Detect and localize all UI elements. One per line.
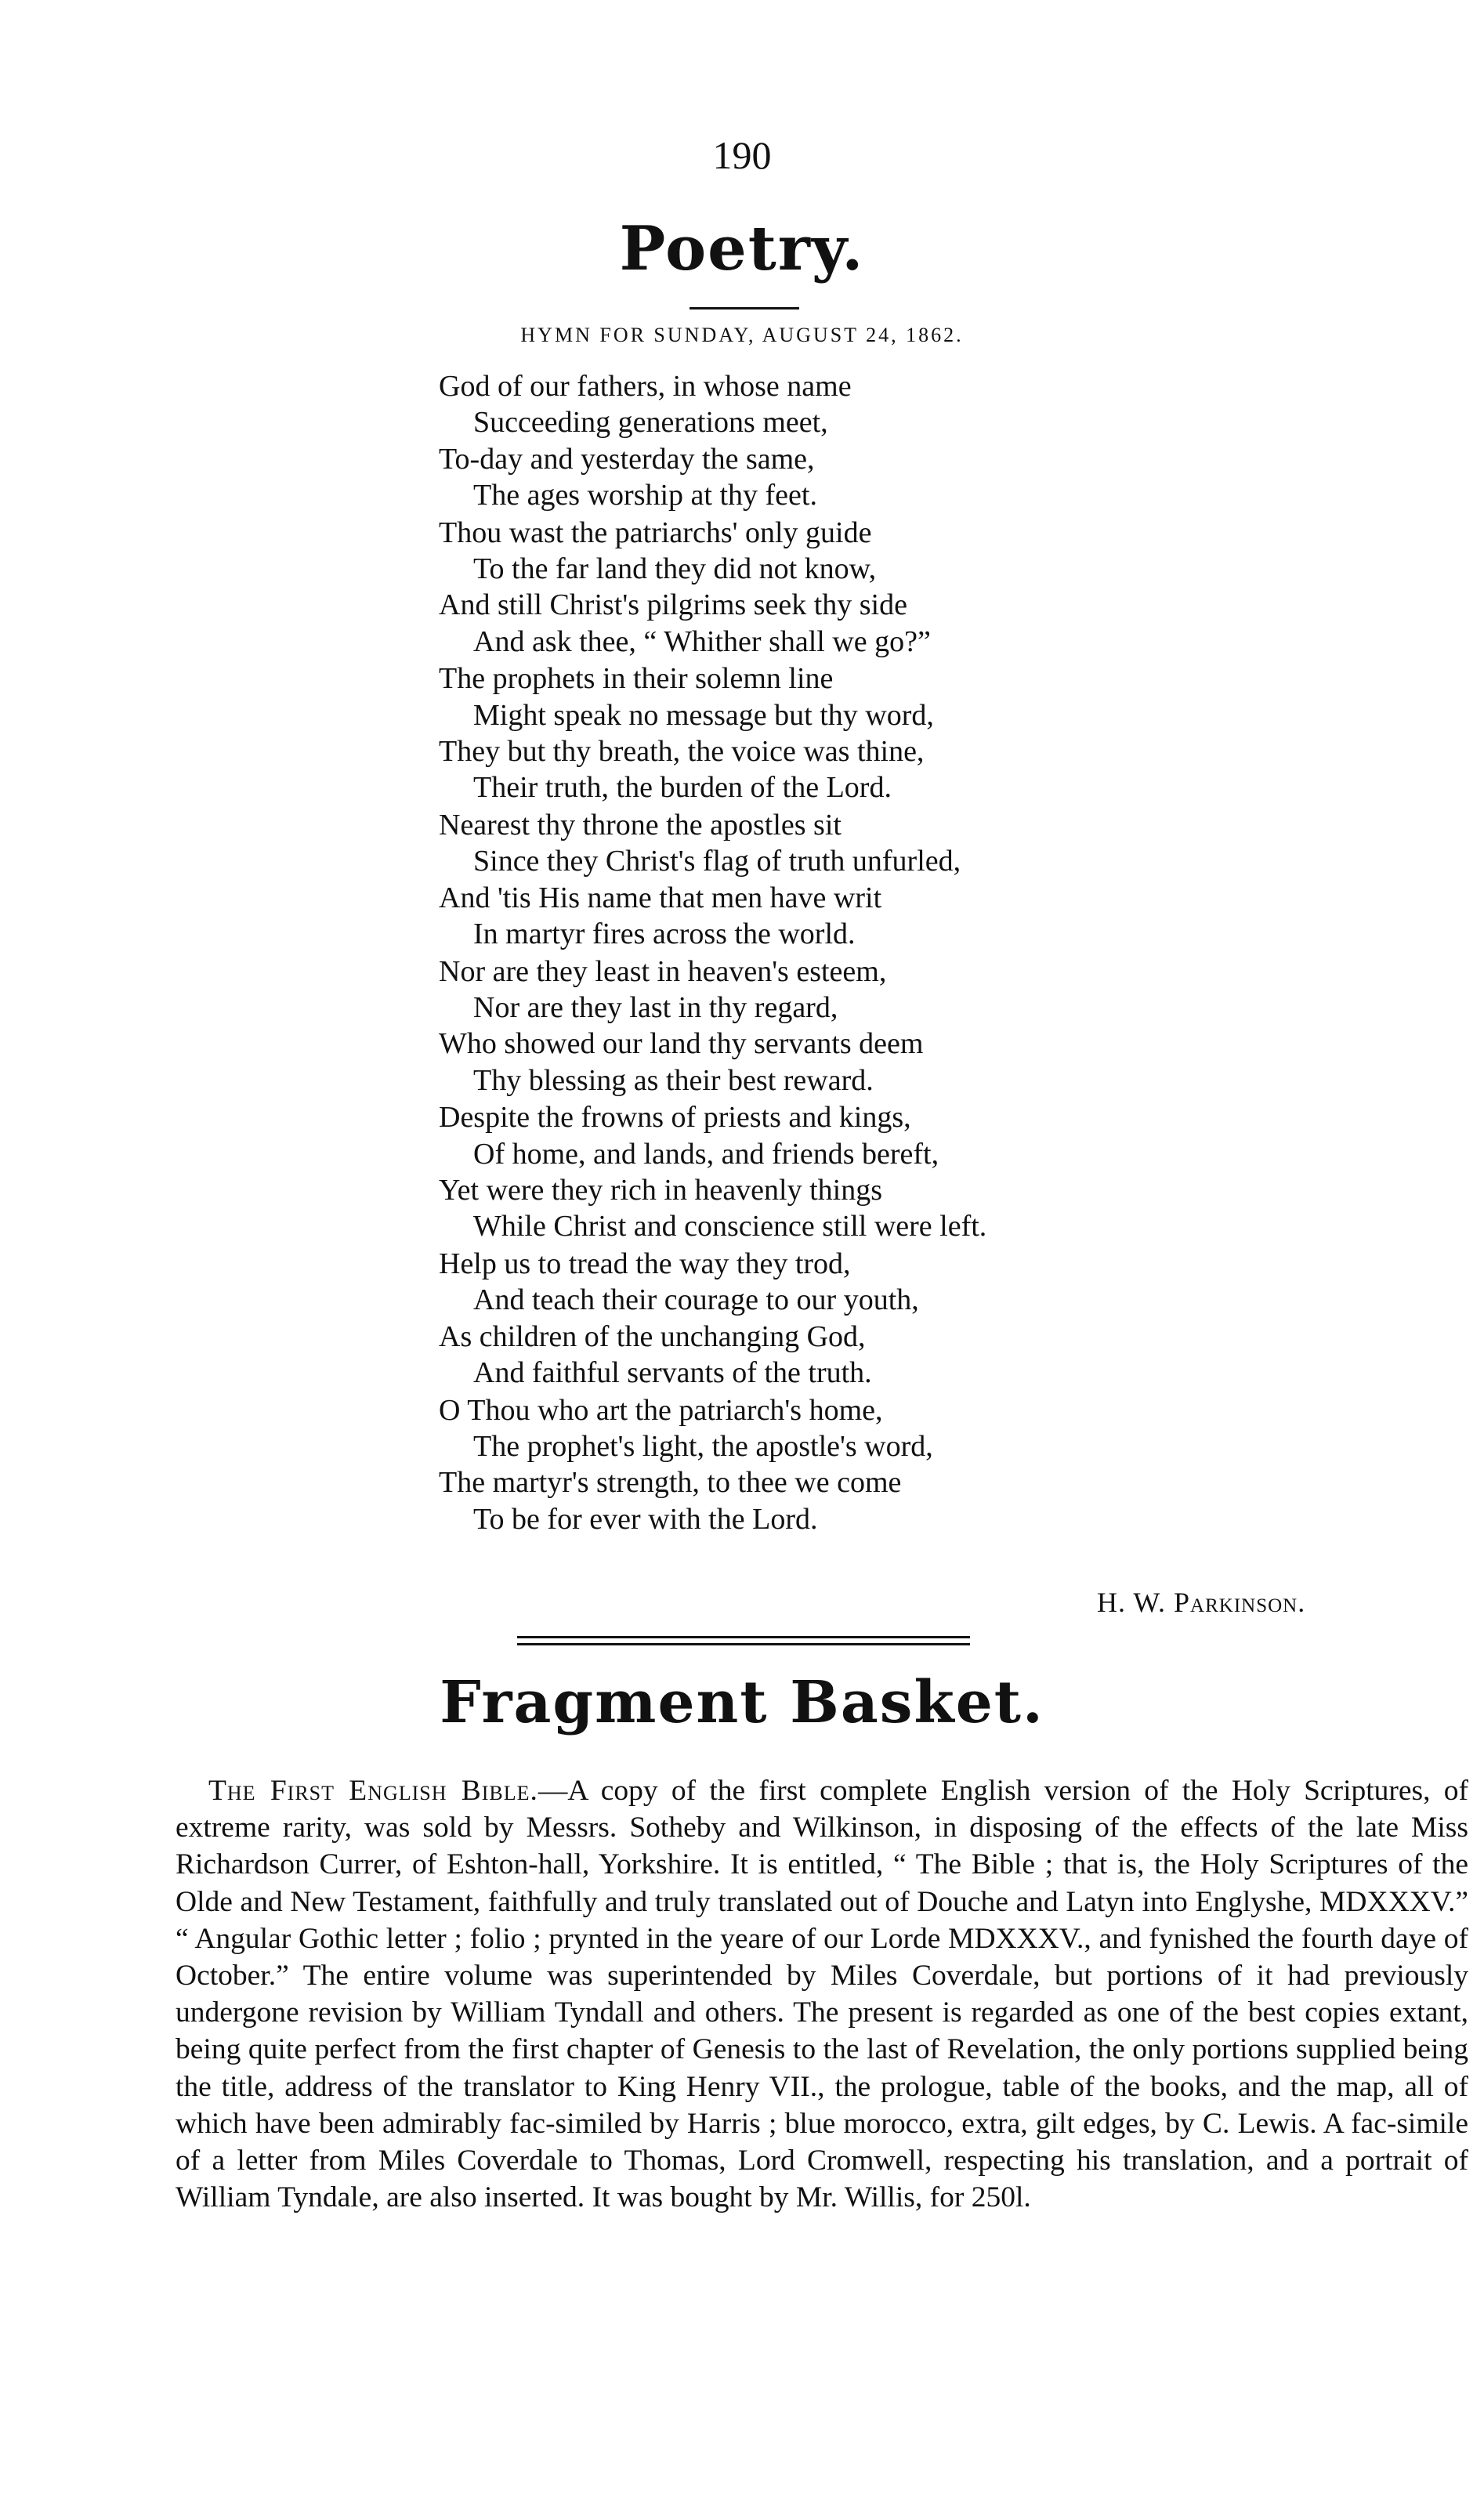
poem-line: The prophets in their solemn line xyxy=(439,662,834,696)
poem-line: Nor are they last in thy regard, xyxy=(473,991,838,1025)
fragment-article xyxy=(176,1772,1468,2216)
poem-line: Nearest thy throne the apostles sit xyxy=(439,809,842,842)
stanza-7 xyxy=(439,1246,1222,1391)
poem-line: And still Christ's pilgrims seek thy side xyxy=(439,588,907,622)
poem-line: And 'tis His name that men have writ xyxy=(439,881,882,914)
poem-line: Of home, and lands, and friends bereft, xyxy=(473,1137,939,1171)
poem-line: And faithful servants of the truth. xyxy=(473,1356,872,1390)
poem-line: Thy blessing as their best reward. xyxy=(473,1063,874,1097)
poem-line: In martyr fires across the world. xyxy=(473,917,856,950)
stanza-4 xyxy=(439,807,1222,952)
poem-line: While Christ and conscience still were left. xyxy=(473,1210,987,1243)
poem-title: HYMN FOR SUNDAY, AUGUST 24, 1862. xyxy=(520,324,964,346)
poem-line: O Thou who art the patriarch's home, xyxy=(439,1393,883,1427)
stanza-8 xyxy=(439,1392,1222,1537)
poem-line: Who showed our land thy servants deem xyxy=(439,1027,924,1061)
poem-line: And teach their courage to our youth, xyxy=(473,1283,919,1317)
poem-line: The martyr's strength, to thee we come xyxy=(439,1466,902,1500)
fragment-basket-heading: Fragment Basket. xyxy=(440,1669,1044,1736)
article-body: —A copy of the first complete English version of the Holy Scriptures, of extreme rarity, was sold by Messrs. Sotheby and Wilkinson, in disposing of the effects of the late Miss Richardson Currer, of Eshton-hall, Yorkshire. It is entitled, “ The Bible ; that is, the Holy Scriptures of the Olde and New Testament, faithfully and truly translated out of Douche and Latyn into Englyshe, MDXXXV.” “ Angular Gothic letter ; folio ; prynted in the yeare of our Lorde MDXXXV., and fynished the fourth daye of October.” The entire volume was superintended by Miles Coverdale, but portions of it had previously undergone revision by William Tyndall and others. The present is regarded as one of the best copies extant, being quite perfect from the first chapter of Genesis to the last of Revelation, the only portions supplied being the title, address of the translator to King Henry VII., the prologue, table of the books, and the map, all of which have been admirably fac-similed by Harris ; blue morocco, extra, gilt edges, by C. Lewis. A fac-simile of a letter from Miles Coverdale to Thomas, Lord Cromwell, respecting his translation, and a portrait of William Tyndale, are also inserted. It was bought by Mr. Willis, for 250l. xyxy=(176,1775,1468,2214)
poetry-heading: Poetry. xyxy=(619,213,865,284)
title-rule xyxy=(690,307,799,309)
stanza-5 xyxy=(439,954,1222,1099)
poem-line: Succeeding generations meet, xyxy=(473,406,828,440)
poem-line: Thou wast the patriarchs' only guide xyxy=(439,516,872,549)
article-lead: The First English Bible. xyxy=(208,1775,538,1807)
poem-line: God of our fathers, in whose name xyxy=(439,370,852,403)
poem-line: Since they Christ's flag of truth unfurled, xyxy=(473,845,961,878)
poem-line: Nor are they least in heaven's esteem, xyxy=(439,954,887,988)
poem-line: The ages worship at thy feet. xyxy=(473,478,817,512)
hymn-poem xyxy=(439,368,1222,1539)
poem-line: To the far land they did not know, xyxy=(473,552,877,585)
poem-line: Despite the frowns of priests and kings, xyxy=(439,1101,911,1135)
poem-line: And ask thee, “ Whither shall we go?” xyxy=(473,624,931,658)
section-divider xyxy=(517,1636,970,1645)
page-number: 190 xyxy=(712,133,772,177)
poem-line: Their truth, the burden of the Lord. xyxy=(473,771,892,805)
poem-line: To-day and yesterday the same, xyxy=(439,442,815,476)
poem-line: Help us to tread the way they trod, xyxy=(439,1247,851,1281)
poem-line: Yet were they rich in heavenly things xyxy=(439,1174,883,1207)
poem-line: They but thy breath, the voice was thine, xyxy=(439,734,925,768)
stanza-2 xyxy=(439,515,1222,660)
stanza-3 xyxy=(439,661,1222,805)
stanza-1 xyxy=(439,368,1222,513)
poem-line: As children of the unchanging God, xyxy=(439,1319,866,1353)
stanza-6 xyxy=(439,1099,1222,1244)
poem-author: H. W. Parkinson. xyxy=(1097,1587,1306,1618)
poem-line: The prophet's light, the apostle's word, xyxy=(473,1430,933,1464)
poem-line: Might speak no message but thy word, xyxy=(473,698,934,732)
poem-line: To be for ever with the Lord. xyxy=(473,1502,818,1536)
